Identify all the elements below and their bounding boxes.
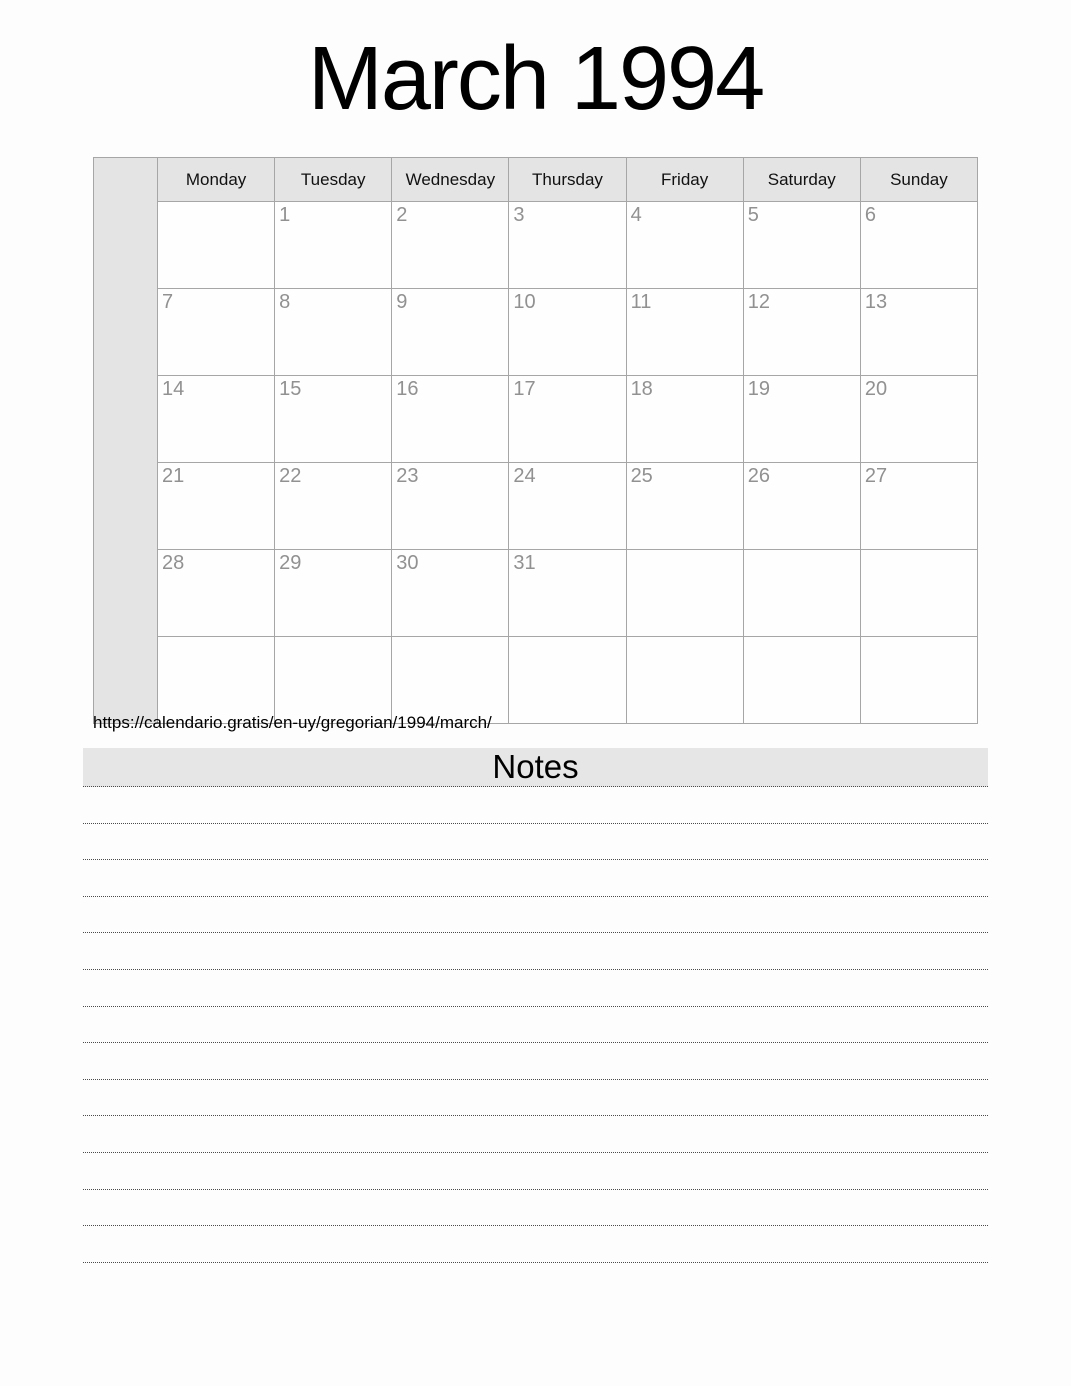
calendar-cell: 3 <box>509 202 626 289</box>
calendar-cell: 23 <box>392 463 509 550</box>
calendar-cell: 29 <box>275 550 392 637</box>
calendar-cell: 27 <box>860 463 977 550</box>
calendar-cell: 26 <box>743 463 860 550</box>
note-line <box>83 1080 988 1117</box>
calendar-cell: 4 <box>626 202 743 289</box>
note-line <box>83 933 988 970</box>
calendar-week-row <box>94 289 978 376</box>
calendar-cell: 7 <box>158 289 275 376</box>
calendar-cell: 12 <box>743 289 860 376</box>
calendar-cell <box>158 637 275 724</box>
calendar-cell: 20 <box>860 376 977 463</box>
day-header-thursday: Thursday <box>509 158 626 202</box>
calendar-cell <box>509 637 626 724</box>
calendar-cell: 10 <box>509 289 626 376</box>
day-header-saturday: Saturday <box>743 158 860 202</box>
calendar-cell: 21 <box>158 463 275 550</box>
calendar-cell: 19 <box>743 376 860 463</box>
notes-title: Notes <box>492 748 579 785</box>
calendar-cell: 6 <box>860 202 977 289</box>
calendar-cell: 25 <box>626 463 743 550</box>
calendar-cell: 17 <box>509 376 626 463</box>
note-line <box>83 1153 988 1190</box>
calendar-week-row <box>94 550 978 637</box>
calendar-cell <box>743 550 860 637</box>
calendar-header-row <box>94 158 978 202</box>
calendar-cell <box>275 637 392 724</box>
calendar-cell: 2 <box>392 202 509 289</box>
source-url: https://calendario.gratis/en-uy/gregorian/1994/march/ <box>93 713 492 732</box>
calendar-week-row <box>94 376 978 463</box>
calendar-cell: 9 <box>392 289 509 376</box>
calendar-cell: 11 <box>626 289 743 376</box>
calendar-cell <box>626 637 743 724</box>
calendar-cell <box>158 202 275 289</box>
note-line <box>83 824 988 861</box>
day-header-friday: Friday <box>626 158 743 202</box>
note-line <box>83 860 988 897</box>
week-sidebar-column <box>94 158 158 724</box>
note-line <box>83 897 988 934</box>
calendar-cell: 1 <box>275 202 392 289</box>
calendar-cell <box>860 550 977 637</box>
note-line <box>83 1007 988 1044</box>
calendar-cell: 28 <box>158 550 275 637</box>
note-line <box>83 1116 988 1153</box>
day-header-sunday: Sunday <box>860 158 977 202</box>
calendar-cell: 8 <box>275 289 392 376</box>
calendar-cell: 22 <box>275 463 392 550</box>
calendar-week-row <box>94 463 978 550</box>
note-line <box>83 787 988 824</box>
note-line <box>83 1226 988 1263</box>
calendar-cell: 30 <box>392 550 509 637</box>
day-header-wednesday: Wednesday <box>392 158 509 202</box>
calendar-cell <box>743 637 860 724</box>
day-header-tuesday: Tuesday <box>275 158 392 202</box>
calendar-cell: 31 <box>509 550 626 637</box>
note-line <box>83 970 988 1007</box>
notes-lines-area[interactable] <box>83 787 988 1263</box>
calendar-cell: 13 <box>860 289 977 376</box>
note-line <box>83 1190 988 1227</box>
calendar-cell <box>392 637 509 724</box>
calendar-table <box>93 157 978 724</box>
calendar-cell: 24 <box>509 463 626 550</box>
calendar-cell <box>860 637 977 724</box>
page-title: March 1994 <box>307 29 764 129</box>
calendar-cell: 5 <box>743 202 860 289</box>
calendar-week-row <box>94 637 978 724</box>
calendar-cell: 15 <box>275 376 392 463</box>
note-line <box>83 1043 988 1080</box>
notes-header-bar <box>83 748 988 787</box>
calendar-cell <box>626 550 743 637</box>
day-header-monday: Monday <box>158 158 275 202</box>
calendar-cell: 14 <box>158 376 275 463</box>
calendar-cell: 18 <box>626 376 743 463</box>
calendar-week-row <box>94 202 978 289</box>
calendar-cell: 16 <box>392 376 509 463</box>
